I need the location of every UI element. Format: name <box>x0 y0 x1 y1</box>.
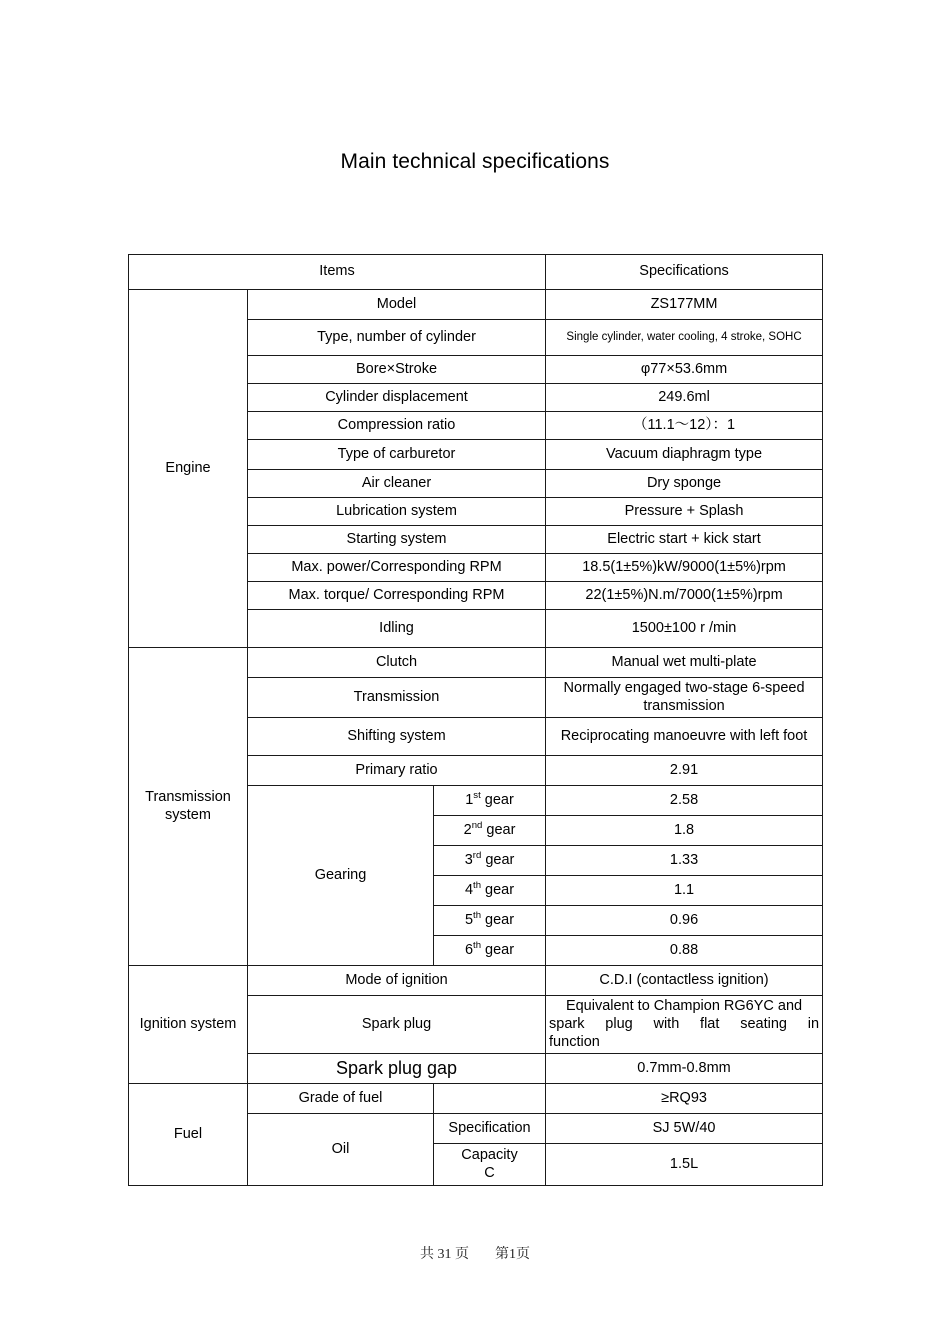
spec-value: Single cylinder, water cooling, 4 stroke, SOHC <box>546 320 823 356</box>
item-label: Idling <box>248 610 546 648</box>
spec-value: 0.7mm-0.8mm <box>546 1054 823 1084</box>
item-label: Primary ratio <box>248 756 546 786</box>
main-technical-specifications-table <box>128 254 823 1186</box>
sub-line-2: C <box>484 1164 495 1181</box>
ordinal-suffix: th <box>473 940 482 952</box>
ordinal-suffix: th <box>473 880 482 892</box>
header-items: Items <box>129 255 546 290</box>
group-label-engine: Engine <box>129 290 248 648</box>
item-label: Max. torque/ Corresponding RPM <box>248 582 546 610</box>
spec-value: 2.58 <box>546 786 823 816</box>
spec-value: 1.33 <box>546 846 823 876</box>
item-label-gearing: Gearing <box>248 786 434 966</box>
ordinal-suffix: st <box>473 790 481 802</box>
footer-current-page: 第1页 <box>495 1247 530 1262</box>
group-label-transmission-system: Transmission system <box>129 648 248 966</box>
spec-value: 22(1±5%)N.m/7000(1±5%)rpm <box>546 582 823 610</box>
spec-value: Pressure + Splash <box>546 498 823 526</box>
sub-item-label: 4th gear <box>434 876 546 906</box>
spec-value: Electric start + kick start <box>546 526 823 554</box>
spec-value: 18.5(1±5%)kW/9000(1±5%)rpm <box>546 554 823 582</box>
spec-value: ≥RQ93 <box>546 1084 823 1114</box>
spec-value: Reciprocating manoeuvre with left foot <box>546 718 823 756</box>
item-label: Grade of fuel <box>248 1084 434 1114</box>
group-label-ignition-system: Ignition system <box>129 966 248 1084</box>
item-label: Transmission <box>248 678 546 718</box>
spec-value: Dry sponge <box>546 470 823 498</box>
item-label: Type, number of cylinder <box>248 320 546 356</box>
spec-value: 1.1 <box>546 876 823 906</box>
spec-line-3: function <box>549 1033 600 1050</box>
sub-item-label: 3rd gear <box>434 846 546 876</box>
item-label: Type of carburetor <box>248 440 546 470</box>
spec-value <box>546 996 823 1054</box>
sub-item-label: 1st gear <box>434 786 546 816</box>
item-label: Model <box>248 290 546 320</box>
spec-value: （11.1～12）：1 <box>546 412 823 440</box>
page-footer <box>0 1243 950 1263</box>
table-row <box>129 648 823 678</box>
sub-item-label: 2nd gear <box>434 816 546 846</box>
item-label: Shifting system <box>248 718 546 756</box>
sub-item-label: Specification <box>434 1114 546 1144</box>
table-row <box>129 966 823 996</box>
item-label: Starting system <box>248 526 546 554</box>
sub-line-1: Capacity <box>461 1147 518 1164</box>
spec-line-2: and spark plug with flat seating in <box>549 998 820 1033</box>
item-label: Air cleaner <box>248 470 546 498</box>
spec-value: 2.91 <box>546 756 823 786</box>
table-header-row <box>129 255 823 290</box>
item-label: Spark plug gap <box>248 1054 546 1084</box>
spec-value: 249.6ml <box>546 384 823 412</box>
table-row <box>129 290 823 320</box>
item-label: Mode of ignition <box>248 966 546 996</box>
page-break-cut <box>0 1192 950 1232</box>
spec-value: 0.88 <box>546 936 823 966</box>
sub-item-label: 6th gear <box>434 936 546 966</box>
spec-value: Manual wet multi-plate <box>546 648 823 678</box>
sub-item-label <box>434 1144 546 1186</box>
spec-value: 1.5L <box>546 1144 823 1186</box>
item-label-oil: Oil <box>248 1114 434 1186</box>
spec-value: SJ 5W/40 <box>546 1114 823 1144</box>
spec-value: Normally engaged two-stage 6-speed transmission <box>546 678 823 718</box>
sub-item-label: 5th gear <box>434 906 546 936</box>
spec-value: C.D.I (contactless ignition) <box>546 966 823 996</box>
spec-value: φ77×53.6mm <box>546 356 823 384</box>
page-title: Main technical specifications <box>340 150 610 173</box>
header-specifications: Specifications <box>546 255 823 290</box>
item-label: Clutch <box>248 648 546 678</box>
item-label: Max. power/Corresponding RPM <box>248 554 546 582</box>
spec-line-1: Equivalent to Champion RG6YC <box>565 998 774 1015</box>
spec-value: ZS177MM <box>546 290 823 320</box>
ordinal-suffix: nd <box>471 820 483 832</box>
ordinal-suffix: rd <box>472 850 482 862</box>
ordinal-suffix: th <box>473 910 482 922</box>
footer-total-pages: 共 31 页 <box>420 1247 469 1262</box>
spec-value: 1.8 <box>546 816 823 846</box>
item-label: Compression ratio <box>248 412 546 440</box>
item-label: Lubrication system <box>248 498 546 526</box>
item-label: Bore×Stroke <box>248 356 546 384</box>
spec-value: Vacuum diaphragm type <box>546 440 823 470</box>
spec-value: 0.96 <box>546 906 823 936</box>
sub-item-label <box>434 1084 546 1114</box>
item-label: Spark plug <box>248 996 546 1054</box>
group-label-fuel: Fuel <box>129 1084 248 1186</box>
spec-value: 1500±100 r /min <box>546 610 823 648</box>
table-row <box>129 1084 823 1114</box>
item-label: Cylinder displacement <box>248 384 546 412</box>
